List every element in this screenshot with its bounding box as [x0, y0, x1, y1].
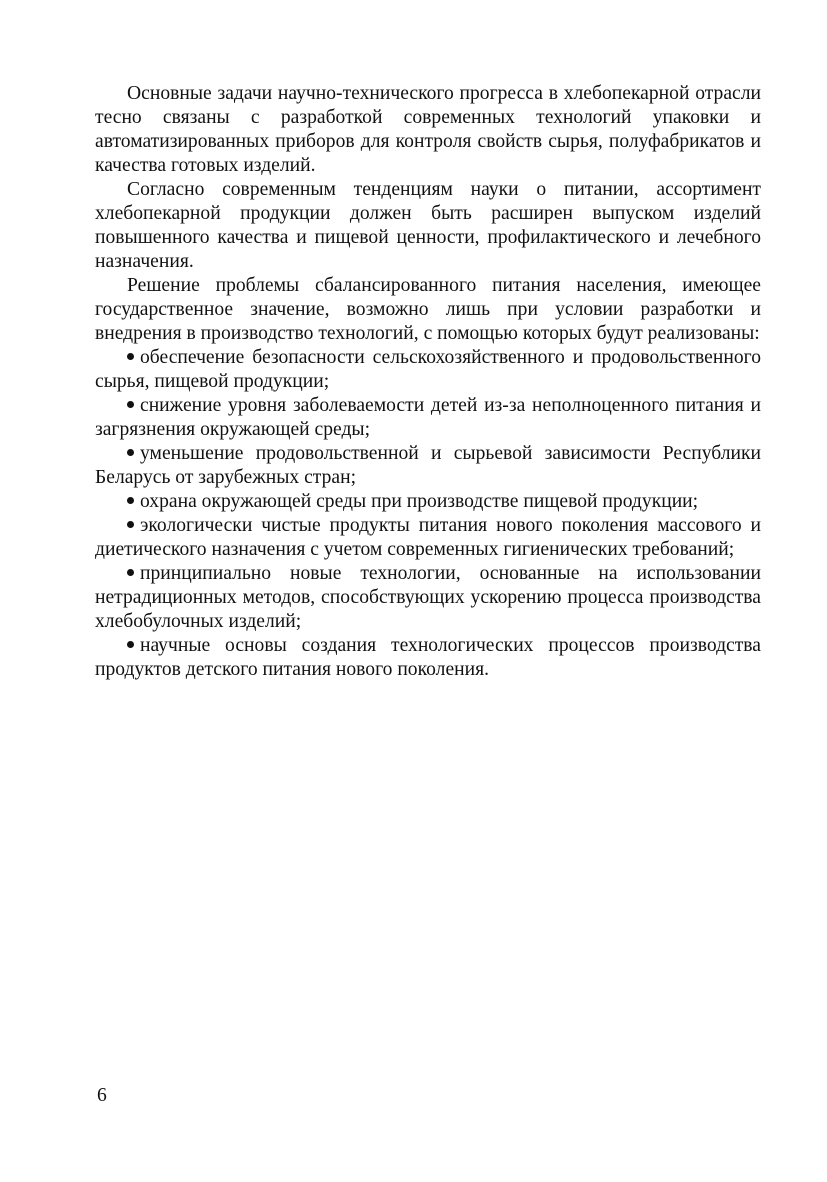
bullet-dot-icon [127, 346, 134, 370]
bullet-dot-icon [127, 634, 134, 658]
bullet-item [95, 634, 761, 682]
paragraph-1: Основные задачи научно-технического прогресса в хлебопекарной отрасли тесно связаны с разработкой современных технологий упаковки и автоматизированных приборов для контроля свойств сырья, полуфабрикатов и качества готовых изделий. [95, 83, 761, 176]
bullet-item [95, 442, 761, 490]
bullet-text: научные основы создания технологических процессов производства продуктов детского питания нового поколения. [95, 635, 761, 680]
bullet-item [95, 394, 761, 442]
bullet-dot-icon [127, 394, 134, 418]
bullet-item [95, 562, 761, 634]
bullet-list [95, 346, 761, 682]
bullet-text: обеспечение безопасности сельскохозяйственного и продовольственного сырья, пищевой продукции; [95, 347, 761, 392]
bullet-dot-icon [127, 562, 134, 586]
paragraph-3: Решение проблемы сбалансированного питания населения, имеющее государственное значение, возможно лишь при условии разработки и внедрения в производство технологий, с помощью которых будут реализованы: [95, 275, 761, 344]
bullet-item [95, 346, 761, 394]
paragraph-2: Согласно современным тенденциям науки о питании, ассортимент хлебопекарной продукции должен быть расширен выпуском изделий повышенного качества и пищевой ценности, профилактического и лечебного назначения. [95, 179, 761, 272]
bullet-text: охрана окружающей среды при производстве пищевой продукции; [140, 491, 699, 512]
bullet-dot-icon [127, 442, 134, 466]
page-body [95, 82, 761, 682]
bullet-dot-icon [127, 490, 134, 514]
bullet-item [95, 514, 761, 562]
bullet-dot-icon [127, 514, 134, 538]
bullet-item [95, 490, 761, 514]
page-number: 6 [97, 1085, 107, 1106]
bullet-text: принципиально новые технологии, основанные на использовании нетрадиционных методов, способствующих ускорению процесса производства хлебобулочных изделий; [95, 563, 761, 632]
bullet-text: экологически чистые продукты питания нового поколения массового и диетического назначения с учетом современных гигиенических требований; [95, 515, 761, 560]
bullet-text: снижение уровня заболеваемости детей из-за неполноценного питания и загрязнения окружающей среды; [95, 395, 761, 440]
bullet-text: уменьшение продовольственной и сырьевой зависимости Республики Беларусь от зарубежных стран; [95, 443, 761, 488]
